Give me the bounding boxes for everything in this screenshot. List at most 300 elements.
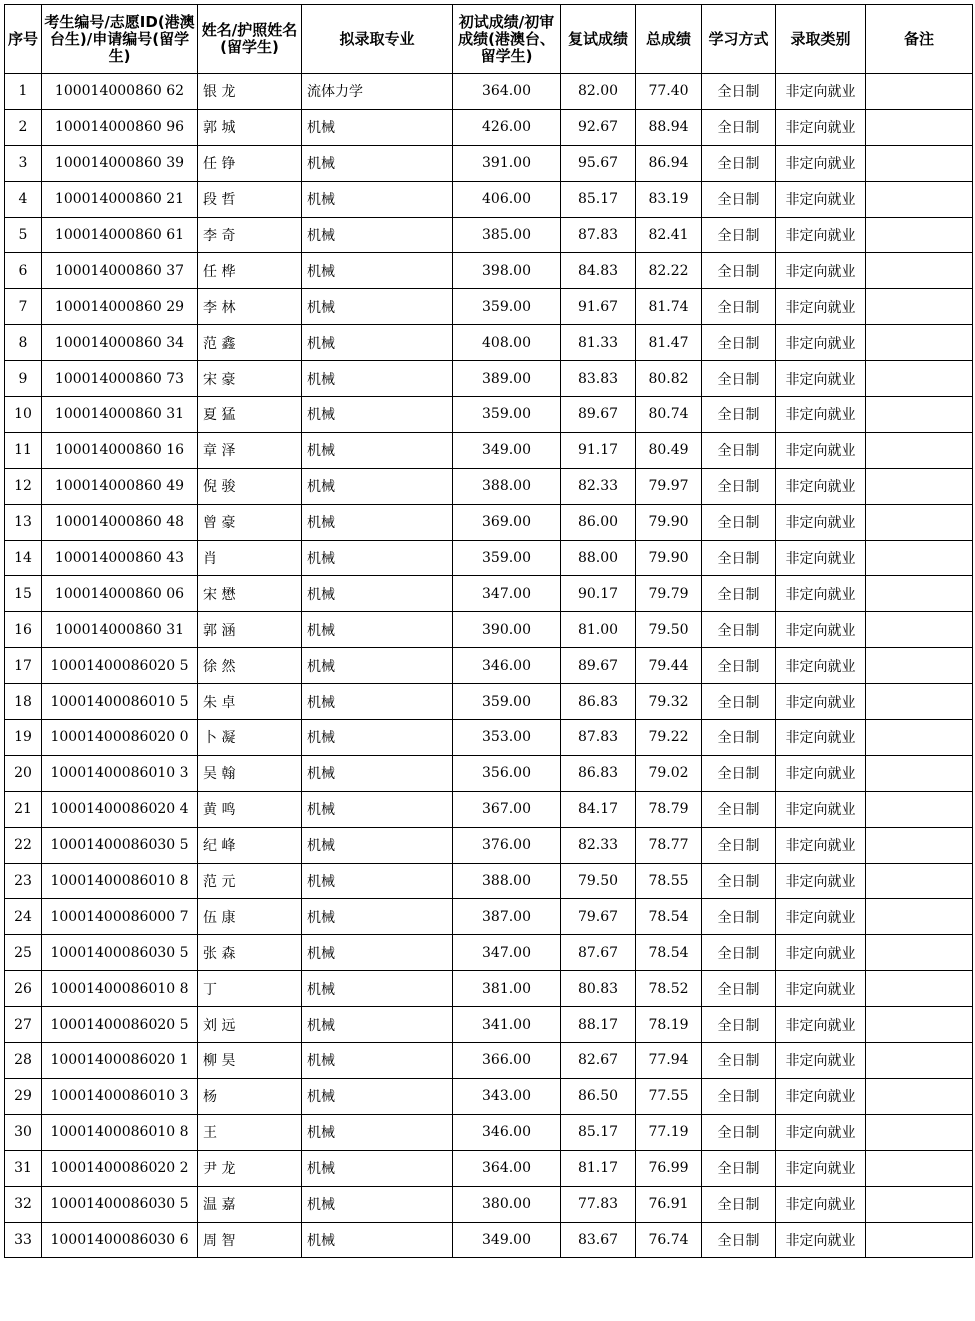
cell-candidate-id: 10001400086010 5 <box>42 684 198 720</box>
cell-retest-score: 87.83 <box>561 720 636 756</box>
header-admission-type: 录取类别 <box>776 5 866 74</box>
cell-retest-score: 81.33 <box>561 325 636 361</box>
cell-total-score: 78.19 <box>636 1007 702 1043</box>
cell-candidate-id: 10001400086010 8 <box>42 1114 198 1150</box>
cell-major: 机械 <box>302 684 453 720</box>
cell-name: 李 奇 <box>198 217 302 253</box>
cell-serial: 32 <box>5 1186 42 1222</box>
cell-name: 丁 <box>198 971 302 1007</box>
cell-remarks <box>866 145 973 181</box>
cell-initial-score: 391.00 <box>453 145 561 181</box>
admission-table <box>4 4 973 1258</box>
cell-initial-score: 388.00 <box>453 468 561 504</box>
cell-serial: 15 <box>5 576 42 612</box>
cell-study-mode: 全日制 <box>702 253 776 289</box>
cell-serial: 21 <box>5 791 42 827</box>
cell-serial: 22 <box>5 827 42 863</box>
cell-study-mode: 全日制 <box>702 648 776 684</box>
cell-candidate-id: 100014000860 29 <box>42 289 198 325</box>
cell-admission-type: 非定向就业 <box>776 181 866 217</box>
cell-retest-score: 89.67 <box>561 648 636 684</box>
cell-candidate-id: 100014000860 96 <box>42 109 198 145</box>
cell-major: 机械 <box>302 1222 453 1258</box>
cell-admission-type: 非定向就业 <box>776 109 866 145</box>
cell-serial: 11 <box>5 432 42 468</box>
cell-major: 机械 <box>302 468 453 504</box>
cell-initial-score: 369.00 <box>453 504 561 540</box>
cell-serial: 19 <box>5 720 42 756</box>
cell-major: 机械 <box>302 181 453 217</box>
cell-major: 机械 <box>302 899 453 935</box>
cell-name: 宋 豪 <box>198 361 302 397</box>
cell-remarks <box>866 468 973 504</box>
cell-name: 银 龙 <box>198 74 302 110</box>
cell-admission-type: 非定向就业 <box>776 791 866 827</box>
cell-remarks <box>866 540 973 576</box>
cell-candidate-id: 100014000860 31 <box>42 612 198 648</box>
table-row <box>5 289 973 325</box>
cell-total-score: 77.94 <box>636 1043 702 1079</box>
cell-name: 夏 猛 <box>198 397 302 433</box>
cell-remarks <box>866 612 973 648</box>
cell-name: 郭 城 <box>198 109 302 145</box>
cell-major: 机械 <box>302 145 453 181</box>
header-initial-score: 初试成绩/初审成绩(港澳台、留学生) <box>453 5 561 74</box>
cell-serial: 10 <box>5 397 42 433</box>
cell-major: 机械 <box>302 755 453 791</box>
cell-name: 章 泽 <box>198 432 302 468</box>
cell-retest-score: 87.83 <box>561 217 636 253</box>
cell-retest-score: 84.17 <box>561 791 636 827</box>
cell-serial: 13 <box>5 504 42 540</box>
cell-study-mode: 全日制 <box>702 935 776 971</box>
table-row <box>5 468 973 504</box>
cell-retest-score: 77.83 <box>561 1186 636 1222</box>
cell-total-score: 86.94 <box>636 145 702 181</box>
cell-candidate-id: 10001400086000 7 <box>42 899 198 935</box>
table-row <box>5 1007 973 1043</box>
cell-candidate-id: 10001400086020 2 <box>42 1150 198 1186</box>
cell-initial-score: 380.00 <box>453 1186 561 1222</box>
cell-study-mode: 全日制 <box>702 145 776 181</box>
cell-retest-score: 86.00 <box>561 504 636 540</box>
cell-serial: 9 <box>5 361 42 397</box>
cell-remarks <box>866 935 973 971</box>
cell-retest-score: 86.50 <box>561 1078 636 1114</box>
cell-candidate-id: 100014000860 16 <box>42 432 198 468</box>
cell-name: 范 鑫 <box>198 325 302 361</box>
table-row <box>5 325 973 361</box>
cell-retest-score: 81.17 <box>561 1150 636 1186</box>
cell-candidate-id: 100014000860 34 <box>42 325 198 361</box>
table-row <box>5 1078 973 1114</box>
header-candidate-id: 考生编号/志愿ID(港澳台生)/申请编号(留学生) <box>42 5 198 74</box>
table-row <box>5 1150 973 1186</box>
cell-major: 机械 <box>302 1078 453 1114</box>
cell-name: 吴 翰 <box>198 755 302 791</box>
cell-serial: 6 <box>5 253 42 289</box>
cell-admission-type: 非定向就业 <box>776 1222 866 1258</box>
table-body <box>5 74 973 1258</box>
table-row <box>5 397 973 433</box>
cell-retest-score: 90.17 <box>561 576 636 612</box>
cell-retest-score: 83.83 <box>561 361 636 397</box>
cell-initial-score: 389.00 <box>453 361 561 397</box>
cell-major: 机械 <box>302 109 453 145</box>
cell-candidate-id: 100014000860 06 <box>42 576 198 612</box>
cell-remarks <box>866 827 973 863</box>
cell-retest-score: 88.00 <box>561 540 636 576</box>
cell-total-score: 77.55 <box>636 1078 702 1114</box>
header-name: 姓名/护照姓名(留学生) <box>198 5 302 74</box>
cell-major: 机械 <box>302 1114 453 1150</box>
cell-initial-score: 385.00 <box>453 217 561 253</box>
cell-serial: 31 <box>5 1150 42 1186</box>
cell-retest-score: 81.00 <box>561 612 636 648</box>
cell-total-score: 79.50 <box>636 612 702 648</box>
cell-study-mode: 全日制 <box>702 109 776 145</box>
table-row <box>5 684 973 720</box>
cell-remarks <box>866 325 973 361</box>
cell-candidate-id: 100014000860 48 <box>42 504 198 540</box>
cell-total-score: 78.55 <box>636 863 702 899</box>
cell-candidate-id: 10001400086020 5 <box>42 1007 198 1043</box>
cell-name: 郭 涵 <box>198 612 302 648</box>
cell-retest-score: 85.17 <box>561 181 636 217</box>
cell-name: 尹 龙 <box>198 1150 302 1186</box>
cell-initial-score: 381.00 <box>453 971 561 1007</box>
cell-admission-type: 非定向就业 <box>776 720 866 756</box>
cell-admission-type: 非定向就业 <box>776 576 866 612</box>
cell-candidate-id: 10001400086030 5 <box>42 827 198 863</box>
cell-study-mode: 全日制 <box>702 1114 776 1150</box>
cell-major: 机械 <box>302 397 453 433</box>
cell-name: 张 森 <box>198 935 302 971</box>
table-row <box>5 1043 973 1079</box>
cell-name: 任 桦 <box>198 253 302 289</box>
cell-initial-score: 367.00 <box>453 791 561 827</box>
cell-candidate-id: 10001400086020 5 <box>42 648 198 684</box>
cell-remarks <box>866 181 973 217</box>
cell-initial-score: 406.00 <box>453 181 561 217</box>
cell-study-mode: 全日制 <box>702 1222 776 1258</box>
cell-retest-score: 86.83 <box>561 755 636 791</box>
cell-serial: 8 <box>5 325 42 361</box>
cell-study-mode: 全日制 <box>702 684 776 720</box>
cell-name: 宋 懋 <box>198 576 302 612</box>
cell-major: 机械 <box>302 612 453 648</box>
cell-initial-score: 388.00 <box>453 863 561 899</box>
cell-name: 卜 凝 <box>198 720 302 756</box>
cell-initial-score: 347.00 <box>453 935 561 971</box>
cell-major: 机械 <box>302 1043 453 1079</box>
cell-name: 李 林 <box>198 289 302 325</box>
cell-admission-type: 非定向就业 <box>776 1114 866 1150</box>
cell-study-mode: 全日制 <box>702 1186 776 1222</box>
cell-admission-type: 非定向就业 <box>776 863 866 899</box>
header-retest-score: 复试成绩 <box>561 5 636 74</box>
cell-total-score: 88.94 <box>636 109 702 145</box>
cell-serial: 27 <box>5 1007 42 1043</box>
cell-admission-type: 非定向就业 <box>776 432 866 468</box>
cell-admission-type: 非定向就业 <box>776 74 866 110</box>
cell-study-mode: 全日制 <box>702 504 776 540</box>
cell-study-mode: 全日制 <box>702 576 776 612</box>
cell-retest-score: 82.33 <box>561 468 636 504</box>
header-row <box>5 5 973 74</box>
cell-name: 徐 然 <box>198 648 302 684</box>
cell-name: 肖 <box>198 540 302 576</box>
cell-initial-score: 366.00 <box>453 1043 561 1079</box>
cell-initial-score: 346.00 <box>453 1114 561 1150</box>
cell-initial-score: 364.00 <box>453 74 561 110</box>
cell-remarks <box>866 109 973 145</box>
cell-candidate-id: 10001400086020 0 <box>42 720 198 756</box>
cell-remarks <box>866 397 973 433</box>
cell-retest-score: 88.17 <box>561 1007 636 1043</box>
cell-initial-score: 408.00 <box>453 325 561 361</box>
cell-major: 机械 <box>302 361 453 397</box>
cell-major: 机械 <box>302 971 453 1007</box>
cell-admission-type: 非定向就业 <box>776 504 866 540</box>
cell-major: 机械 <box>302 432 453 468</box>
cell-admission-type: 非定向就业 <box>776 253 866 289</box>
table-row <box>5 827 973 863</box>
cell-remarks <box>866 576 973 612</box>
cell-remarks <box>866 74 973 110</box>
cell-admission-type: 非定向就业 <box>776 1078 866 1114</box>
cell-study-mode: 全日制 <box>702 361 776 397</box>
cell-name: 倪 骏 <box>198 468 302 504</box>
cell-study-mode: 全日制 <box>702 397 776 433</box>
cell-study-mode: 全日制 <box>702 899 776 935</box>
cell-serial: 20 <box>5 755 42 791</box>
cell-name: 段 哲 <box>198 181 302 217</box>
cell-study-mode: 全日制 <box>702 863 776 899</box>
cell-total-score: 78.54 <box>636 899 702 935</box>
cell-candidate-id: 100014000860 49 <box>42 468 198 504</box>
cell-serial: 33 <box>5 1222 42 1258</box>
cell-admission-type: 非定向就业 <box>776 684 866 720</box>
cell-total-score: 79.79 <box>636 576 702 612</box>
cell-retest-score: 79.67 <box>561 899 636 935</box>
cell-name: 曾 豪 <box>198 504 302 540</box>
cell-total-score: 79.90 <box>636 540 702 576</box>
table-row <box>5 504 973 540</box>
cell-retest-score: 84.83 <box>561 253 636 289</box>
cell-candidate-id: 100014000860 37 <box>42 253 198 289</box>
cell-admission-type: 非定向就业 <box>776 899 866 935</box>
cell-total-score: 80.74 <box>636 397 702 433</box>
cell-remarks <box>866 1007 973 1043</box>
cell-candidate-id: 10001400086010 3 <box>42 1078 198 1114</box>
cell-study-mode: 全日制 <box>702 74 776 110</box>
cell-initial-score: 359.00 <box>453 684 561 720</box>
table-row <box>5 217 973 253</box>
cell-remarks <box>866 361 973 397</box>
table-row <box>5 145 973 181</box>
cell-study-mode: 全日制 <box>702 791 776 827</box>
cell-serial: 29 <box>5 1078 42 1114</box>
table-row <box>5 863 973 899</box>
table-row <box>5 1222 973 1258</box>
cell-candidate-id: 100014000860 62 <box>42 74 198 110</box>
cell-study-mode: 全日制 <box>702 612 776 648</box>
cell-total-score: 82.22 <box>636 253 702 289</box>
cell-major: 流体力学 <box>302 74 453 110</box>
cell-admission-type: 非定向就业 <box>776 612 866 648</box>
header-serial: 序号 <box>5 5 42 74</box>
cell-study-mode: 全日制 <box>702 1150 776 1186</box>
cell-serial: 18 <box>5 684 42 720</box>
cell-name: 柳 昊 <box>198 1043 302 1079</box>
cell-total-score: 79.90 <box>636 504 702 540</box>
cell-study-mode: 全日制 <box>702 289 776 325</box>
cell-total-score: 82.41 <box>636 217 702 253</box>
cell-retest-score: 86.83 <box>561 684 636 720</box>
cell-initial-score: 426.00 <box>453 109 561 145</box>
cell-admission-type: 非定向就业 <box>776 289 866 325</box>
table-row <box>5 612 973 648</box>
table-row <box>5 181 973 217</box>
cell-candidate-id: 100014000860 31 <box>42 397 198 433</box>
cell-serial: 14 <box>5 540 42 576</box>
cell-name: 黄 鸣 <box>198 791 302 827</box>
cell-major: 机械 <box>302 217 453 253</box>
table-row <box>5 971 973 1007</box>
cell-study-mode: 全日制 <box>702 827 776 863</box>
cell-total-score: 80.82 <box>636 361 702 397</box>
cell-name: 朱 卓 <box>198 684 302 720</box>
cell-total-score: 81.74 <box>636 289 702 325</box>
cell-initial-score: 349.00 <box>453 432 561 468</box>
cell-retest-score: 82.00 <box>561 74 636 110</box>
cell-remarks <box>866 1114 973 1150</box>
cell-serial: 30 <box>5 1114 42 1150</box>
cell-retest-score: 89.67 <box>561 397 636 433</box>
cell-serial: 17 <box>5 648 42 684</box>
cell-retest-score: 80.83 <box>561 971 636 1007</box>
cell-total-score: 83.19 <box>636 181 702 217</box>
cell-remarks <box>866 648 973 684</box>
table-row <box>5 74 973 110</box>
cell-admission-type: 非定向就业 <box>776 827 866 863</box>
cell-remarks <box>866 1186 973 1222</box>
cell-initial-score: 359.00 <box>453 289 561 325</box>
cell-total-score: 77.40 <box>636 74 702 110</box>
cell-candidate-id: 10001400086030 5 <box>42 1186 198 1222</box>
cell-candidate-id: 10001400086010 8 <box>42 971 198 1007</box>
cell-major: 机械 <box>302 576 453 612</box>
cell-name: 杨 <box>198 1078 302 1114</box>
cell-total-score: 78.52 <box>636 971 702 1007</box>
cell-initial-score: 359.00 <box>453 397 561 433</box>
table-row <box>5 361 973 397</box>
cell-major: 机械 <box>302 1186 453 1222</box>
cell-name: 周 智 <box>198 1222 302 1258</box>
cell-name: 温 嘉 <box>198 1186 302 1222</box>
cell-initial-score: 347.00 <box>453 576 561 612</box>
cell-retest-score: 91.17 <box>561 432 636 468</box>
cell-total-score: 76.74 <box>636 1222 702 1258</box>
cell-retest-score: 83.67 <box>561 1222 636 1258</box>
cell-total-score: 81.47 <box>636 325 702 361</box>
table-row <box>5 791 973 827</box>
cell-major: 机械 <box>302 720 453 756</box>
cell-study-mode: 全日制 <box>702 1078 776 1114</box>
cell-major: 机械 <box>302 863 453 899</box>
cell-initial-score: 398.00 <box>453 253 561 289</box>
cell-candidate-id: 100014000860 21 <box>42 181 198 217</box>
cell-initial-score: 346.00 <box>453 648 561 684</box>
cell-admission-type: 非定向就业 <box>776 361 866 397</box>
cell-remarks <box>866 684 973 720</box>
cell-total-score: 80.49 <box>636 432 702 468</box>
cell-initial-score: 356.00 <box>453 755 561 791</box>
cell-study-mode: 全日制 <box>702 432 776 468</box>
table-row <box>5 576 973 612</box>
cell-candidate-id: 100014000860 39 <box>42 145 198 181</box>
cell-retest-score: 85.17 <box>561 1114 636 1150</box>
header-study-mode: 学习方式 <box>702 5 776 74</box>
cell-retest-score: 87.67 <box>561 935 636 971</box>
cell-retest-score: 79.50 <box>561 863 636 899</box>
cell-candidate-id: 10001400086010 8 <box>42 863 198 899</box>
table-row <box>5 109 973 145</box>
cell-remarks <box>866 1078 973 1114</box>
header-remarks: 备注 <box>866 5 973 74</box>
cell-serial: 1 <box>5 74 42 110</box>
cell-remarks <box>866 899 973 935</box>
cell-admission-type: 非定向就业 <box>776 468 866 504</box>
header-major: 拟录取专业 <box>302 5 453 74</box>
cell-candidate-id: 10001400086010 3 <box>42 755 198 791</box>
table-row <box>5 1186 973 1222</box>
cell-admission-type: 非定向就业 <box>776 217 866 253</box>
cell-admission-type: 非定向就业 <box>776 1043 866 1079</box>
table-row <box>5 935 973 971</box>
cell-retest-score: 91.67 <box>561 289 636 325</box>
cell-major: 机械 <box>302 935 453 971</box>
cell-study-mode: 全日制 <box>702 217 776 253</box>
cell-major: 机械 <box>302 540 453 576</box>
cell-study-mode: 全日制 <box>702 971 776 1007</box>
cell-major: 机械 <box>302 325 453 361</box>
cell-remarks <box>866 755 973 791</box>
cell-total-score: 78.79 <box>636 791 702 827</box>
table-row <box>5 648 973 684</box>
cell-total-score: 79.32 <box>636 684 702 720</box>
cell-serial: 24 <box>5 899 42 935</box>
cell-serial: 25 <box>5 935 42 971</box>
cell-retest-score: 92.67 <box>561 109 636 145</box>
cell-total-score: 78.54 <box>636 935 702 971</box>
header-total-score: 总成绩 <box>636 5 702 74</box>
cell-initial-score: 353.00 <box>453 720 561 756</box>
cell-candidate-id: 10001400086030 6 <box>42 1222 198 1258</box>
cell-admission-type: 非定向就业 <box>776 540 866 576</box>
cell-initial-score: 359.00 <box>453 540 561 576</box>
cell-study-mode: 全日制 <box>702 325 776 361</box>
table-row <box>5 899 973 935</box>
cell-serial: 3 <box>5 145 42 181</box>
cell-retest-score: 82.67 <box>561 1043 636 1079</box>
cell-remarks <box>866 791 973 827</box>
cell-remarks <box>866 1222 973 1258</box>
cell-serial: 28 <box>5 1043 42 1079</box>
cell-major: 机械 <box>302 791 453 827</box>
cell-total-score: 76.91 <box>636 1186 702 1222</box>
